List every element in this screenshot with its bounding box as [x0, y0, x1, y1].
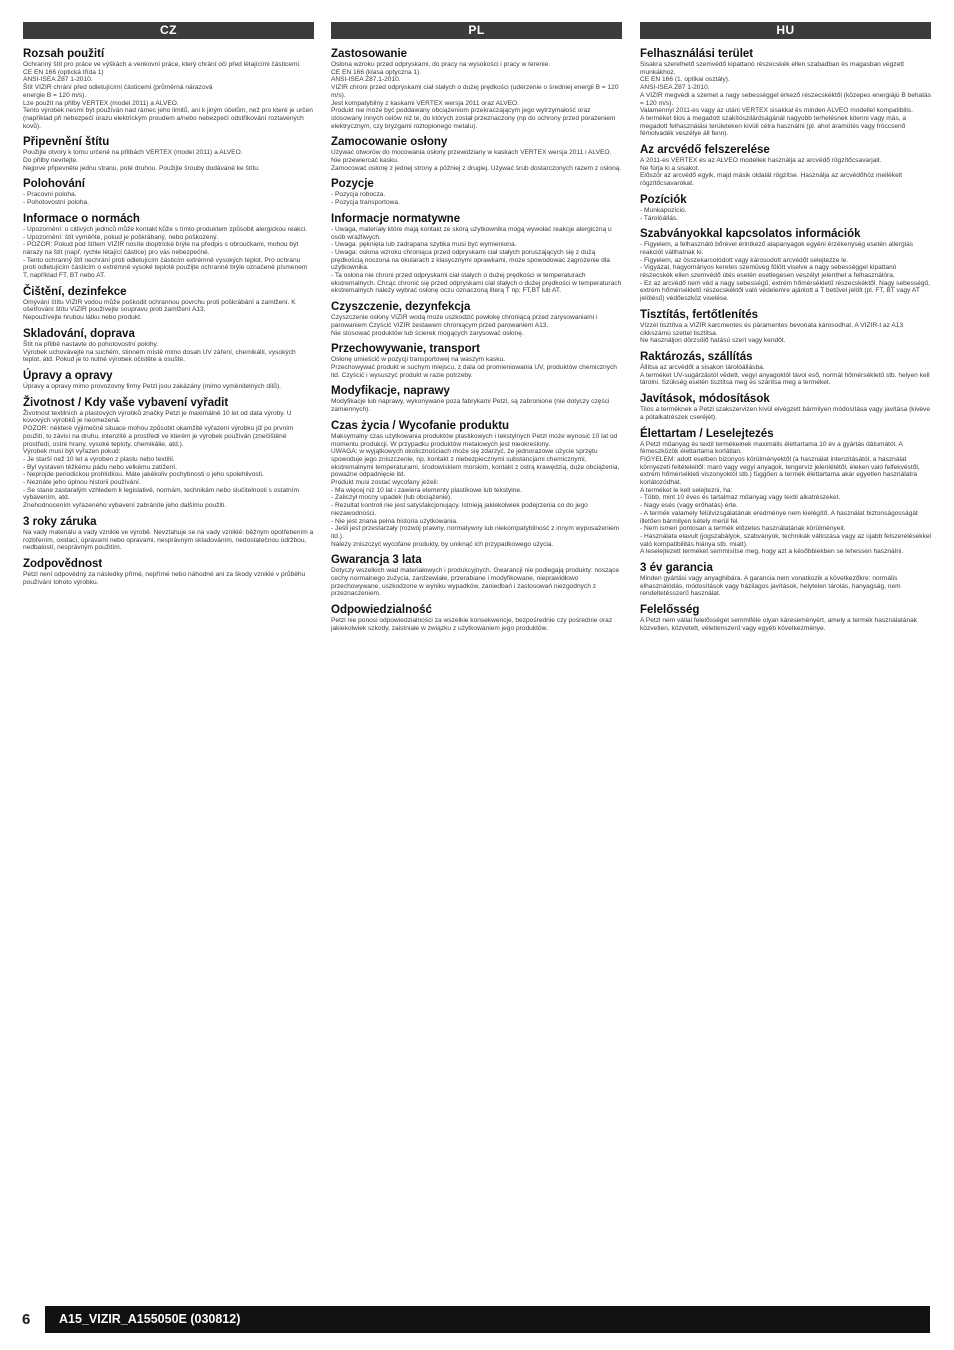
section-title: Informacje normatywne [331, 212, 461, 225]
section-title: Odpowiedzialność [331, 604, 432, 617]
section-title: Životnost / Kdy vaše vybavení vyřadit [23, 396, 229, 409]
section-body: Osłonę umieścić w pozycji transportowej na waszym kasku. Przechowywać produkt w suchym miejscu, z dala od promieniowania UV, produktów chemicznych itd. Czyścić i wysuszyć produkt w razie potrzeby. [331, 356, 617, 379]
section-body: Czyszczenie osłony VIZIR wodą może uszkodzić powłokę chroniącą przed zarysowaniami i parowaniem Czyścić VIZIR zestawem chroniącym przed parowaniem A13. Nie stosować produktów lub ścierek mogących zarysować osłonę. [331, 314, 598, 337]
section [23, 136, 314, 172]
section-title: Felhasználási terület [640, 48, 754, 60]
page-footer [0, 1306, 954, 1333]
section [23, 558, 314, 586]
section-title: 3 év garancia [640, 562, 713, 575]
section [640, 428, 931, 557]
section-body: Sisakra szerelhető szemvédő kipattanó részecskék ellen szabadban és magasban végzett munkákhoz. CE EN 166 (1. optikai osztály). ANSI-ISEA Z87 1-2010. A VIZIR megvédi a szemet a nagy sebességgel érkező részecskéktől (közepes energiájú B behatás = 120 m/s). Valamennyi 2011-es vagy az utáni VERTEX sisakkal és minden ALVEO modellel kompatibilis. A terméket tilos a megadott szakítószilárdságánál nagyobb terhelésnek kitenni vagy más, a megadott felhasználási területeken kívüli célra használni (pl. ahol áramütés vagy fröccsenő fémolvadék veszélye áll fenn). [640, 61, 932, 138]
section-title: Szabványokkal kapcsolatos információk [640, 228, 861, 241]
section-title: 3 roky záruka [23, 515, 97, 528]
section [640, 393, 931, 421]
section-title: Tisztítás, fertőtlenítés [640, 308, 759, 321]
section [331, 385, 622, 413]
section-title: Raktározás, szállítás [640, 350, 753, 363]
column-pl [331, 22, 622, 639]
section-title: Modyfikacje, naprawy [331, 385, 450, 398]
section-body: Maksymalny czas użytkowania produktów plastikowych i tekstylnych Petzl może wynosić 10 lat od momentu produkcji. W przypadku produktów metalowych jest nieokreślony. UWAGA: w wyjątkowych okolicznościach może się zdarzyć, że jednorazowe użycie sprzętu spowoduje jego zniszczenie, np. kontakt z niebezpiecznymi substancjami chemicznymi, ekstremalnymi temperaturami, środowiskiem morskim, kontakt z ostrą krawędzią, duże obciążenia, poważne odpadnięcie itd. Produkt musi zostać wycofany jeżeli: - Ma więcej niż 10 lat i zawiera elementy plastikowe lub tekstylne. - Zaliczył mocny upadek (lub obciążenie). - Rezultat kontroli nie jest satysfakcjonujący. Istnieją jakiekolwiek podejrzenia co do jego niezawodności. - Nie jest znana pełna historia użytkowania. - Jeśli jest przestarzały (rozwój prawny, normatywny lub niekompatybilność z innym wyposażeniem itd.). Należy zniszczyć wycofane produkty, by uniknąć ich przypadkowego użycia. [331, 432, 620, 548]
section-body: - Munkapozíció. - Tárolóállás. [640, 206, 687, 222]
section-title: Zamocowanie osłony [331, 136, 448, 149]
section-title: Rozsah použití [23, 48, 105, 60]
section [331, 420, 622, 549]
section-title: Pozíciók [640, 193, 687, 206]
section-body: Vízzel tisztítva a VIZIR karcmentes és páramentes bevonata károsodhat. A VIZIR-t az A13 cikkszámú szettel tisztítsa. Ne használjon dörzsölő hatású szert vagy kendőt. [640, 321, 904, 345]
document-code-bar [45, 1306, 930, 1333]
section-title: Polohování [23, 178, 85, 191]
section [331, 343, 622, 379]
section-body: A Petzl műanyag és textil termékeinek maximális élettartama 10 év a gyártás dátumától. A fémeszközök élettartama korlátlan. FIGYELEM: adott esetben bizonyos körülményektől (a használat intenzitásától, a használat környezeti feltételeitől: maró vagy vegyi anyagok, tengervíz jelenlététől, éleken való felfekvéstől, extrém hőmérsékleti viszonyoktól stb.) függően a termék élettartama akár egyetlen használatra korlátozódhat. A terméket le kell selejtezni, ha: - Több, mint 10 éves és tartalmaz műanyag vagy textil alkatrészeket. - Nagy esés (vagy erőhatás) érte. - A termék valamely felülvizsgálatának eredménye nem kielégítő. A használat biztonságosságát illetően bármilyen kétely merül fel. - Nem ismeri pontosan a termék előzetes használatának körülményeit. - Használata elavult (jogszabályok, szabványok, technikák változása vagy az újabb felszerelésekkel való kompatibilitás hiánya stb. miatt). A leselejtezett terméket semmisítse meg, hogy azt a későbbiekben se lehessen használni. [640, 440, 932, 556]
section [23, 48, 314, 130]
section-title: Przechowywanie, transport [331, 343, 480, 356]
section [640, 604, 931, 632]
section-body: - Pozycja robocza. - Pozycja transportowa. [331, 191, 400, 207]
section-body: - Figyelem, a felhasználó bőrével érintkező alapanyagok egyéni érzékenység esetén allergiás reakciót válthatnak ki. - Figyelem, az összekarcolódott vagy károsodott arcvédőt selejtezze le. - Vigyázat, hagyományos keretes szemüveg fölött viselve a nagy sebességgel kipattanó részecskék ellen szemvédő útés esetén esetlegesen veszélyt jelenthet a felhasználóra. - Ez az arcvédő nem véd a nagy sebességű, extrém hőmérsékletű részecskéktől. Nagy sebességű, extrém hőmérsékletű részecskéktől való védelemre ajánlott a T betűvel jelölt (pl. FT, BT vagy AT jelölésű) védőeszköz viselése. [640, 241, 930, 303]
section-title: Felelősség [640, 604, 700, 617]
section [331, 213, 622, 295]
language-header-pl: PL [331, 22, 622, 39]
section [640, 562, 931, 598]
section-body: Úpravy a opravy mimo provozovny firmy Petzl jsou zakázány (mimo vyměnitelných dílů). [23, 382, 281, 390]
section [640, 309, 931, 345]
document-code: A15_VIZIR_A155050E (030812) [59, 1312, 241, 1326]
section-title: Čištění, dezinfekce [23, 285, 127, 298]
section [23, 516, 314, 552]
section [23, 397, 314, 510]
section-body: Štít na přilbě nastavte do pohotovostní polohy. Výrobek uchovávejte na suchém, stinném místě mimo dosah UV záření, chemikálií, vysokých teplot, atd. Pokud je to nutné výrobek očistěte a osušte. [23, 340, 296, 364]
section [640, 144, 931, 188]
section-body: Petzl nie ponosi odpowiedzialności za wszelkie konsekwencje, bezpośrednie czy pośrednie oraz jakiekolwiek szkody, zaistniałe w związku z użytkowaniem jego produktów. [331, 617, 613, 632]
section-body: Używać otworów do mocowania osłony przewidziany w kaskach VERTEX wersja 2011 i ALVEO. Nie przewiercać kasku. Zamocować osłonę z jednej strony a później z drugiej. Używać śrub dostarczonych razem z osłoną. [331, 149, 622, 172]
section-body: - Pracovní poloha. - Pohotovostní poloha. [23, 191, 89, 207]
section-title: Pozycje [331, 178, 374, 191]
section-title: Úpravy a opravy [23, 369, 113, 382]
section-body: - Upozornění: u citlivých jedinců může kontakt kůže s tímto produktem způsobit alergickou reakci. - Upozornění: štít vyměňte, pokud je poškrábaný, nebo poškozený. - POZOR: Pokud pod štítem VIZIR nosíte dioptrické brýle na předpis s obroučkami, mohou být nárazy na štít (např. rychle létající částice) pro vás nebezpečné. - Tento ochranný štít nechrání proti odletujícím částicím extrémně vysokých teplot. Pro ochranu proti odletujícím částicím o extrémně vysoké teplotě použijte ochranné brýle označené písmenem T, například FT, BT nebo AT. [23, 225, 308, 280]
section-body: Ochranný štít pro práce ve výškách a venkovní práce, který chrání oči před létajícími částicemi. CE EN 166 (optická třída 1) ANSI-ISEA Z87 1-2010. Štít VIZIR chrání před odletujícími částicemi (průměrná nárazová energie B = 120 m/s). Lze použít na přilby VERTEX (model 2011) a ALVEO. Tento výrobek nesmí být používán nad rámec jeho limitů, ani k jiným účelům, než pro které je určen (například při nebezpečí úrazu elektrickým proudem a/nebo nebezpečí odstřikování roztavených kovů). [23, 61, 313, 130]
section-body: Modyfikacje lub naprawy, wykonywane poza fabrykami Petzl, są zabronione (nie dotyczy części zamiennych). [331, 398, 610, 414]
section [640, 228, 931, 303]
section-title: Élettartam / Leselejtezés [640, 427, 774, 440]
page-number: 6 [22, 1311, 31, 1328]
section-title: Gwarancja 3 lata [331, 554, 422, 567]
section [331, 178, 622, 206]
section-body: Minden gyártási vagy anyaghibára. A garancia nem vonatkozik a következőkre: normális elhasználódás, módosítások vagy házilagos javítások, helytelen tárolás, hanyagság, nem rendeltetésszerű használat. [640, 575, 901, 598]
section-title: Javítások, módosítások [640, 393, 770, 406]
section [23, 370, 314, 391]
section [23, 328, 314, 364]
section-body: - Uwaga, materiały które mają kontakt ze skórą użytkownika mogą wywołać reakcje alergiczną u osób wrażliwych. - Uwaga: pęknięta lub zadrapana szybka musi być wymieniona. - Uwaga: osłona wzroku chroniąca przed odpryskami ciał stałych poruszających się z dużą prędkością noszona na okularach z klasycznymi oprawkami, może spowodować zagrożenie dla użytkownika. - Ta osłona nie chroni przed odpryskami ciał stałych o dużej prędkości w temperaturach ekstremalnych. Chcąc chronić się przed odpryskami ciał stałych o dużej prędkości w temperaturach ekstremalnych należy wybrać osłonę oczu oznaczoną literą T np: FT,BT lub AT. [331, 225, 622, 295]
section-body: Na vady materiálu a vady vzniklé ve výrobě. Nevztahuje se na vady vzniklé: běžným opotřebením a rozbřením, oxidací, úpravami nebo opravami, nesprávným skladováním, nedostatečnou údržbou, nedbalostí, nesprávným použitím. [23, 528, 314, 552]
section-body: Omývání štítu VIZIR vodou může poškodit ochrannou povrchu proti poškrábání a zamlžení. K ošetřování štítu VIZIR používejte soupravu proti zamlžení A13. Nepoužívejte hrubou látku nebo produkt. [23, 298, 296, 322]
section-body: Állítsa az arcvédőt a sisakon tárolóállásba. A terméket UV-sugárzástól védett, vegyi anyagoktól távol eső, normál hőmérsékletű stb. helyen kell tárolni. Szükség esetén tisztítsa meg és szárítsa meg a terméket. [640, 363, 930, 387]
section-body: Petzl není odpovědný za následky přímé, nepřímé nebo náhodné ani za škody vzniklé v průběhu používání tohoto výrobku. [23, 570, 306, 586]
column-cz [23, 22, 314, 592]
section-body: A Petzl nem vállal felelősséget semmiféle olyan káreseményért, amely a termék használatának közvetlen, közvetett, véletlenszerű vagy egyéb következménye. [640, 617, 918, 632]
section-title: Informace o normách [23, 212, 140, 225]
section [331, 48, 622, 130]
section-body: Životnost textilních a plastových výrobků značky Petzl je maximálně 10 let od data výroby. U kovových výrobků je neomezená. POZOR: některé výjimečné situace mohou způsobit okamžité vyřazení výrobku již po prvním použití, to závisí na druhu, intenzitě a prostředí ve kterém je výrobek používán (znečištěné prostředí, ostré hrany, vysoké teploty, chemikálie, atd.). Výrobek musí být vyřazen pokud: - Je starší než 10 let a vyroben z plastu nebo textilií. - Byl vystaven těžkému pádu nebo velkému zatížení. - Neprojde periodickou prohlídkou. Máte jakékoliv pochybnosti o jeho spolehlivosti. - Neznáte jeho úplnou historii používání. - Se stane zastaralým vzhledem k legislativě, normám, technikám nebo slučitelnosti s ostatním vybavením, atd. Znehodnocením vyřazeného vybavení zabráníte jeho dalšímu použití. [23, 409, 299, 510]
section [331, 554, 622, 598]
section-body: Použijte otvory k tomu určené na přilbách VERTEX (model 2011) a ALVEO. Do přilby nevrtejte. Nejprve připevněte jednu stranu, poté druhou. Použijte šrouby dodávané ke štítu. [23, 149, 260, 172]
section [23, 286, 314, 322]
section [23, 213, 314, 280]
section [640, 194, 931, 222]
language-header-hu: HU [640, 22, 931, 39]
section-body: Osłona wzroku przed odpryskami, do pracy na wysokości i pracy w terenie. CE EN 166 (klasa optyczna 1). ANSI-ISEA Z87.1-2010. VIZIR chroni przed odpryskami ciał stałych o dużej prędkości (uderzenie o średniej energii B = 120 m/s). Jest kompatybilny z kaskami VERTEX wersja 2011 oraz ALVEO. Produkt nie może być poddawany obciążeniom przekraczającym jego wytrzymałość oraz stosowany innych celów niż te, do których został przeznaczony (np do ochrony przed porażeniem elektrycznym, czy bryzgami roztopionego metalu). [331, 61, 619, 130]
section [23, 178, 314, 206]
section-title: Az arcvédő felszerelése [640, 144, 770, 157]
section-title: Připevnění štítu [23, 136, 110, 149]
section-body: Tilos a terméknek a Petzl szakszervizen kívül elvégzett bármilyen módosítása vagy javítása (kivéve a pótalkatrészek cseréjét). [640, 406, 930, 421]
section [331, 301, 622, 337]
section-body: A 2011-es VERTEX és az ALVEO modellek használja az arcvédő rögzítőcsavarjait. Ne fúrja ki a sisakot. Először az arcvédő egyik, majd másik oldalát rögzítse. Használja az arcvédőhöz mellékelt rögzítőcsavarokat. [640, 157, 903, 188]
section-body: Dotyczy wszelkich wad materiałowych i produkcyjnych. Gwarancji nie podlegają produkty: noszące cechy normalnego zużycia, zardzewiałe, przerabiane i modyfikowane, nieprawidłowo przechowywane, uszkodzone w wyniku wypadków, zaniedbań i zastosowań niezgodnych z przeznaczeniem. [331, 567, 620, 598]
section [640, 48, 931, 138]
section [331, 604, 622, 632]
section-title: Skladování, doprava [23, 327, 135, 340]
section [640, 351, 931, 387]
section-title: Czas życia / Wycofanie produktu [331, 419, 510, 432]
language-header-cz: CZ [23, 22, 314, 39]
section-title: Czyszczenie, dezynfekcja [331, 301, 471, 314]
section-title: Zastosowanie [331, 48, 408, 60]
section-title: Zodpovědnost [23, 557, 103, 570]
column-hu [640, 22, 931, 639]
section [331, 136, 622, 172]
